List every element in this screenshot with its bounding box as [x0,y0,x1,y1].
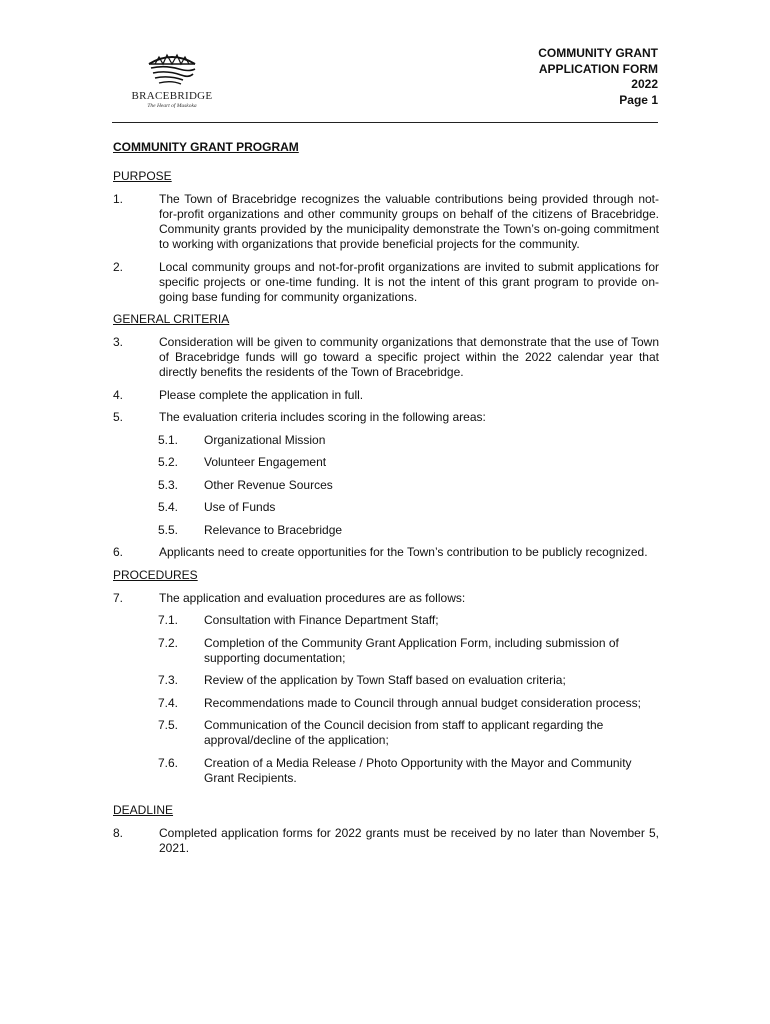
program-title: COMMUNITY GRANT PROGRAM [113,140,299,154]
header-page: Page 1 [619,92,658,107]
list-item: 2. Local community groups and not-for-profit organizations are invited to submit applications for specific projects or one-time funding. It is not the intent of this grant program to provide on-going base funding for community organizations. [113,259,659,304]
list-item: 1. The Town of Bracebridge recognizes the valuable contributions being provided through not-for-profit organizations and other community groups on behalf of the citizens of Bracebridge. Community grants provided by the municipality demonstrate the Town’s on-going commitment to working with organizations that provide beneficial projects for the community. [113,192,659,251]
bridge-falls-icon [145,50,199,90]
sub-item: 5.5. Relevance to Bracebridge [158,522,343,537]
list-item: 3. Consideration will be given to community organizations that demonstrate that the use of Town of Bracebridge funds will go toward a specific project within the 2022 calendar year that directly benefits the residents of the Town of Bracebridge. [113,335,659,379]
sub-item: 7.4. Recommendations made to Council through annual budget consideration process; [158,695,641,710]
sub-item: 7.6. Creation of a Media Release / Photo Opportunity with the Mayor and Community Grant Recipients. [158,755,632,785]
sub-item: 5.2. Volunteer Engagement [158,455,327,469]
list-item: 4. Please complete the application in full. [113,387,364,402]
list-item: 7. The application and evaluation procedures are as follows: [113,590,466,605]
section-procedures: PROCEDURES [113,567,198,582]
list-item: 8. Completed application forms for 2022 grants must be received by no later than November 5, 2021. [113,826,659,855]
sub-item: 5.4. Use of Funds [158,500,276,514]
bracebridge-logo [131,50,213,110]
logo-tagline: The Heart of Muskoka [147,103,197,109]
sub-item: 7.1. Consultation with Finance Department Staff; [158,613,439,627]
document-body [113,140,659,864]
section-general-criteria: GENERAL CRITERIA [113,312,230,326]
sub-item: 5.1. Organizational Mission [158,432,326,447]
logo-wordmark: BRACEBRIDGE [131,90,213,102]
sub-item: 7.3. Review of the application by Town Staff based on evaluation criteria; [158,673,566,687]
header-line-1: COMMUNITY GRANT [538,46,658,60]
document-header [538,46,658,108]
sub-item: 7.2. Completion of the Community Grant Application Form, including submission of supporting documentation; [158,635,619,665]
header-line-2: APPLICATION FORM [538,61,658,76]
header-divider [112,122,658,123]
header-year: 2022 [631,77,658,91]
section-deadline: DEADLINE [113,803,174,817]
section-purpose: PURPOSE [113,169,172,183]
list-item: 6. Applicants need to create opportunities for the Town’s contribution to be publicly recognized. [113,545,648,559]
list-item: 5. The evaluation criteria includes scoring in the following areas: [113,410,486,424]
sub-item: 5.3. Other Revenue Sources [158,477,333,492]
sub-item: 7.5. Communication of the Council decision from staff to applicant regarding the approval/decline of the application; [158,718,604,747]
